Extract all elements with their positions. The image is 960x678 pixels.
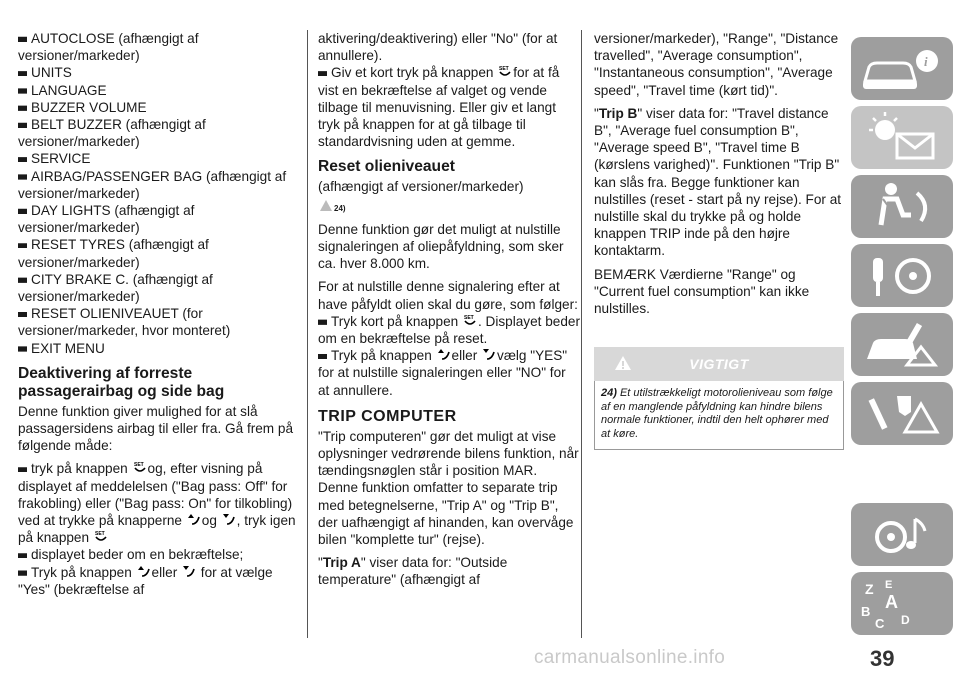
list-item: BELT BUZZER (afhængigt af versioner/markeder) xyxy=(18,117,206,150)
warning-triangle-icon xyxy=(319,199,333,212)
tools-triangle-icon xyxy=(851,382,953,445)
up-button-icon xyxy=(437,348,451,361)
section-heading-airbag: Deaktivering af forreste passagerairbag og side bag xyxy=(18,364,225,400)
up-button-icon xyxy=(187,513,201,526)
list-item: tryk på knappen SET og, efter visning på displayet af meddelelsen ("Bag pass: Off" for frakobling) eller ("Bag pass: On" for tilkobling) ved at trykke på knapperne og , tryk igen på knappen SET xyxy=(18,461,296,546)
svg-text:E: E xyxy=(885,579,893,591)
media-music-icon xyxy=(851,503,953,566)
alphabetical-index-icon xyxy=(851,572,953,635)
list-item: RESET OLIENIVEAUET (for versioner/markeder, hvor monteret) xyxy=(18,306,231,339)
down-button-icon xyxy=(482,348,496,361)
list-item: Tryk på knappen eller for at vælge "Yes" (bekræftelse af xyxy=(18,564,273,597)
paragraph: Denne funktion giver mulighed for at slå passagersidens airbag til eller fra. Gå frem på følgende måde: xyxy=(18,403,294,454)
list-item: DAY LIGHTS (afhængigt af versioner/markeder) xyxy=(18,203,195,236)
list-item: BUZZER VOLUME xyxy=(18,99,303,116)
tab-maintenance[interactable] xyxy=(851,382,953,445)
paragraph-trip-a: "Trip A" viser data for: "Outside temperature" (afhængigt af xyxy=(318,555,508,588)
list-item: Tryk på knappen eller vælg "YES" for at nulstille signaleringen eller "NO" for at annullere. xyxy=(318,348,568,398)
svg-text:SET: SET xyxy=(94,531,105,538)
tab-warning-lights[interactable] xyxy=(851,106,953,169)
tab-multimedia[interactable] xyxy=(851,503,953,566)
paragraph: versioner/markeder), "Range", "Distance travelled", "Average consumption", "Instantaneous consumption", "Average speed", "Travel time (kørt tid)". xyxy=(594,31,839,98)
menu-list xyxy=(18,30,303,357)
reference-mark: 24) xyxy=(334,203,346,213)
list-item: AUTOCLOSE (afhængigt af versioner/markeder) xyxy=(18,31,199,64)
tab-starting-driving[interactable] xyxy=(851,244,953,307)
list-item: RESET TYRES (afhængigt af versioner/markeder) xyxy=(18,237,209,270)
list-item: Tryk kort på knappen SET . Displayet beder om en bekræftelse på reset. xyxy=(318,313,580,347)
svg-text:i: i xyxy=(924,54,928,69)
svg-text:Z: Z xyxy=(865,581,874,597)
subheading: (afhængigt af versioner/markeder) xyxy=(318,179,524,195)
warning-light-envelope-icon xyxy=(851,106,953,169)
svg-text:SET: SET xyxy=(133,462,144,469)
list-item: SERVICE xyxy=(18,150,303,167)
list-item: AIRBAG/PASSENGER BAG (afhængigt af versioner/markeder) xyxy=(18,168,287,201)
tab-index[interactable] xyxy=(851,572,953,635)
down-button-icon xyxy=(222,513,236,526)
list-item: displayet beder om en bekræftelse; xyxy=(18,546,303,563)
seatbelt-airbag-icon xyxy=(851,175,953,238)
page-number: 39 xyxy=(870,646,895,671)
svg-text:SET: SET xyxy=(463,314,474,321)
column-divider xyxy=(307,30,308,638)
warning-box-body: 24) Et utilstrækkeligt motorolieniveau som følge af en manglende påfyldning kan hindre bilens normale funktioner, indtil den helt ophører med at køre. xyxy=(594,381,844,450)
tab-safety[interactable] xyxy=(851,175,953,238)
svg-text:B: B xyxy=(861,604,871,619)
svg-text:C: C xyxy=(875,616,885,631)
paragraph-note: BEMÆRK Værdierne "Range" og "Current fuel consumption" kan ikke nulstilles. xyxy=(594,266,810,317)
column-3 xyxy=(594,30,844,450)
warning-box-header: VIGTIGT xyxy=(594,347,844,381)
set-button-icon xyxy=(94,530,108,543)
column-divider xyxy=(581,30,582,638)
tab-emergency[interactable] xyxy=(851,313,953,376)
paragraph: aktivering/deaktivering) eller "No" (for at annullere). xyxy=(318,31,558,64)
svg-text:SET: SET xyxy=(499,66,509,73)
set-button-icon xyxy=(463,314,477,327)
list-item: EXIT MENU xyxy=(18,340,303,357)
list-item: LANGUAGE xyxy=(18,82,303,99)
paragraph: "Trip computeren" gør det muligt at vise oplysninger vedrørende bilens funktion, når tændingsnøglen står i position MAR. Denne funktion omfatter to separate trip med betegnelserne, "Trip A" og "Trip B", der uafhængigt af hinanden, kan overvåge bilen "komplette tur" (rejse). xyxy=(318,428,579,548)
list-item: CITY BRAKE C. (afhængigt af versioner/markeder) xyxy=(18,271,213,305)
key-steering-wheel-icon xyxy=(851,244,953,307)
tab-car-info[interactable] xyxy=(851,37,953,100)
car-repair-icon xyxy=(851,313,953,376)
section-heading-trip-computer: TRIP COMPUTER xyxy=(318,407,457,425)
paragraph: Denne funktion gør det muligt at nulstille signaleringen af oliepåfyldning, som sker ca. hver 8.000 km. xyxy=(318,221,564,272)
list-item: UNITS xyxy=(18,64,303,81)
up-button-icon xyxy=(137,565,151,578)
column-2 xyxy=(318,30,580,595)
down-button-icon xyxy=(182,565,196,578)
svg-text:D: D xyxy=(901,613,910,627)
set-button-icon xyxy=(133,461,147,474)
car-info-icon xyxy=(851,37,953,100)
watermark: carmanualsonline.info xyxy=(534,647,726,668)
list-item: Giv et kort tryk på knappen SET for at få vist en bekræftelse af valget og vende tilbage til menuvisning. Eller giv et langt tryk på knappen for at gå tilbage til standardvisning uden at gemme. xyxy=(318,65,560,150)
section-heading-oil-reset: Reset olieniveauet xyxy=(318,158,455,176)
svg-text:A: A xyxy=(885,592,898,612)
set-button-icon xyxy=(498,65,512,78)
paragraph-trip-b: "Trip B" viser data for: "Travel distance B", "Average fuel consumption B", "Average speed B", "Travel time B (kørslens varighed)". Funktionen "Trip B" kan slås fra. Begge funktioner kan nulstilles (reset - start på ny rejse). For at nulstille skal du trykke på og holde knappen TRIP inde på den højre kontaktarm. xyxy=(594,105,842,259)
column-1 xyxy=(18,30,303,598)
paragraph: For at nulstille denne signalering efter at have påfyldt olien skal du gøre, som følger: xyxy=(318,279,578,312)
